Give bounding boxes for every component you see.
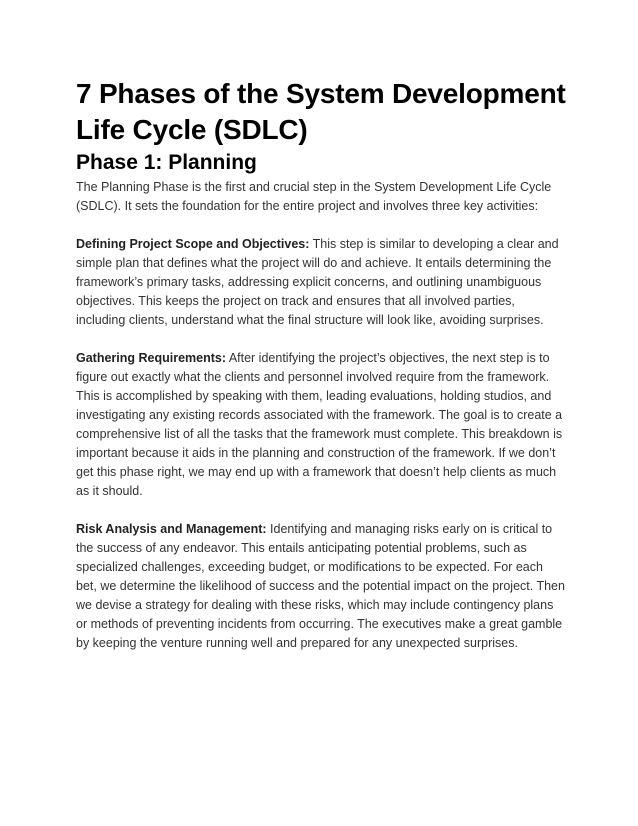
- paragraph-risk: [76, 520, 566, 653]
- document-title: 7 Phases of the System Development Life Cycle (SDLC): [76, 78, 566, 145]
- paragraph-lead: Gathering Requirements:: [76, 351, 227, 365]
- section-heading: Phase 1: Planning: [76, 151, 257, 174]
- paragraph-lead: Risk Analysis and Management:: [76, 522, 267, 536]
- document-page: [76, 76, 566, 672]
- paragraph-text: After identifying the project’s objectives, the next step is to figure out exactly what the clients and personnel involved require from the framework. This is accomplished by speaking with them, leading evaluations, holding studios, and investigating any existing records associated with the framework. The goal is to create a comprehensive list of all the tasks that the framework must complete. This breakdown is important because it aids in the planning and construction of the framework. If we don’t get this phase right, we may end up with a framework that doesn’t help clients as much as it should.: [76, 351, 563, 498]
- paragraph-requirements: [76, 349, 566, 501]
- paragraph-text: This step is similar to developing a clear and simple plan that defines what the project will do and achieve. It entails determining the framework’s primary tasks, addressing explicit concerns, and outlining unambiguous objectives. This keeps the project on track and ensures that all involved parties, including clients, understand what the final structure will look like, avoiding surprises.: [76, 237, 559, 327]
- paragraph-scope: [76, 235, 566, 330]
- paragraph-text: Identifying and managing risks early on is critical to the success of any endeavor. This entails anticipating potential problems, such as specialized challenges, exceeding budget, or modifications to be expected. For each bet, we determine the likelihood of success and the potential impact on the project. Then we devise a strategy for dealing with these risks, which may include contingency plans or methods of preventing incidents from occurring. The executives make a great gamble by keeping the venture running well and prepared for any unexpected surprises.: [76, 522, 565, 650]
- paragraph-lead: Defining Project Scope and Objectives:: [76, 237, 310, 251]
- intro-paragraph: The Planning Phase is the first and crucial step in the System Development Life Cycle (SDLC). It sets the foundation for the entire project and involves three key activities:: [76, 180, 552, 213]
